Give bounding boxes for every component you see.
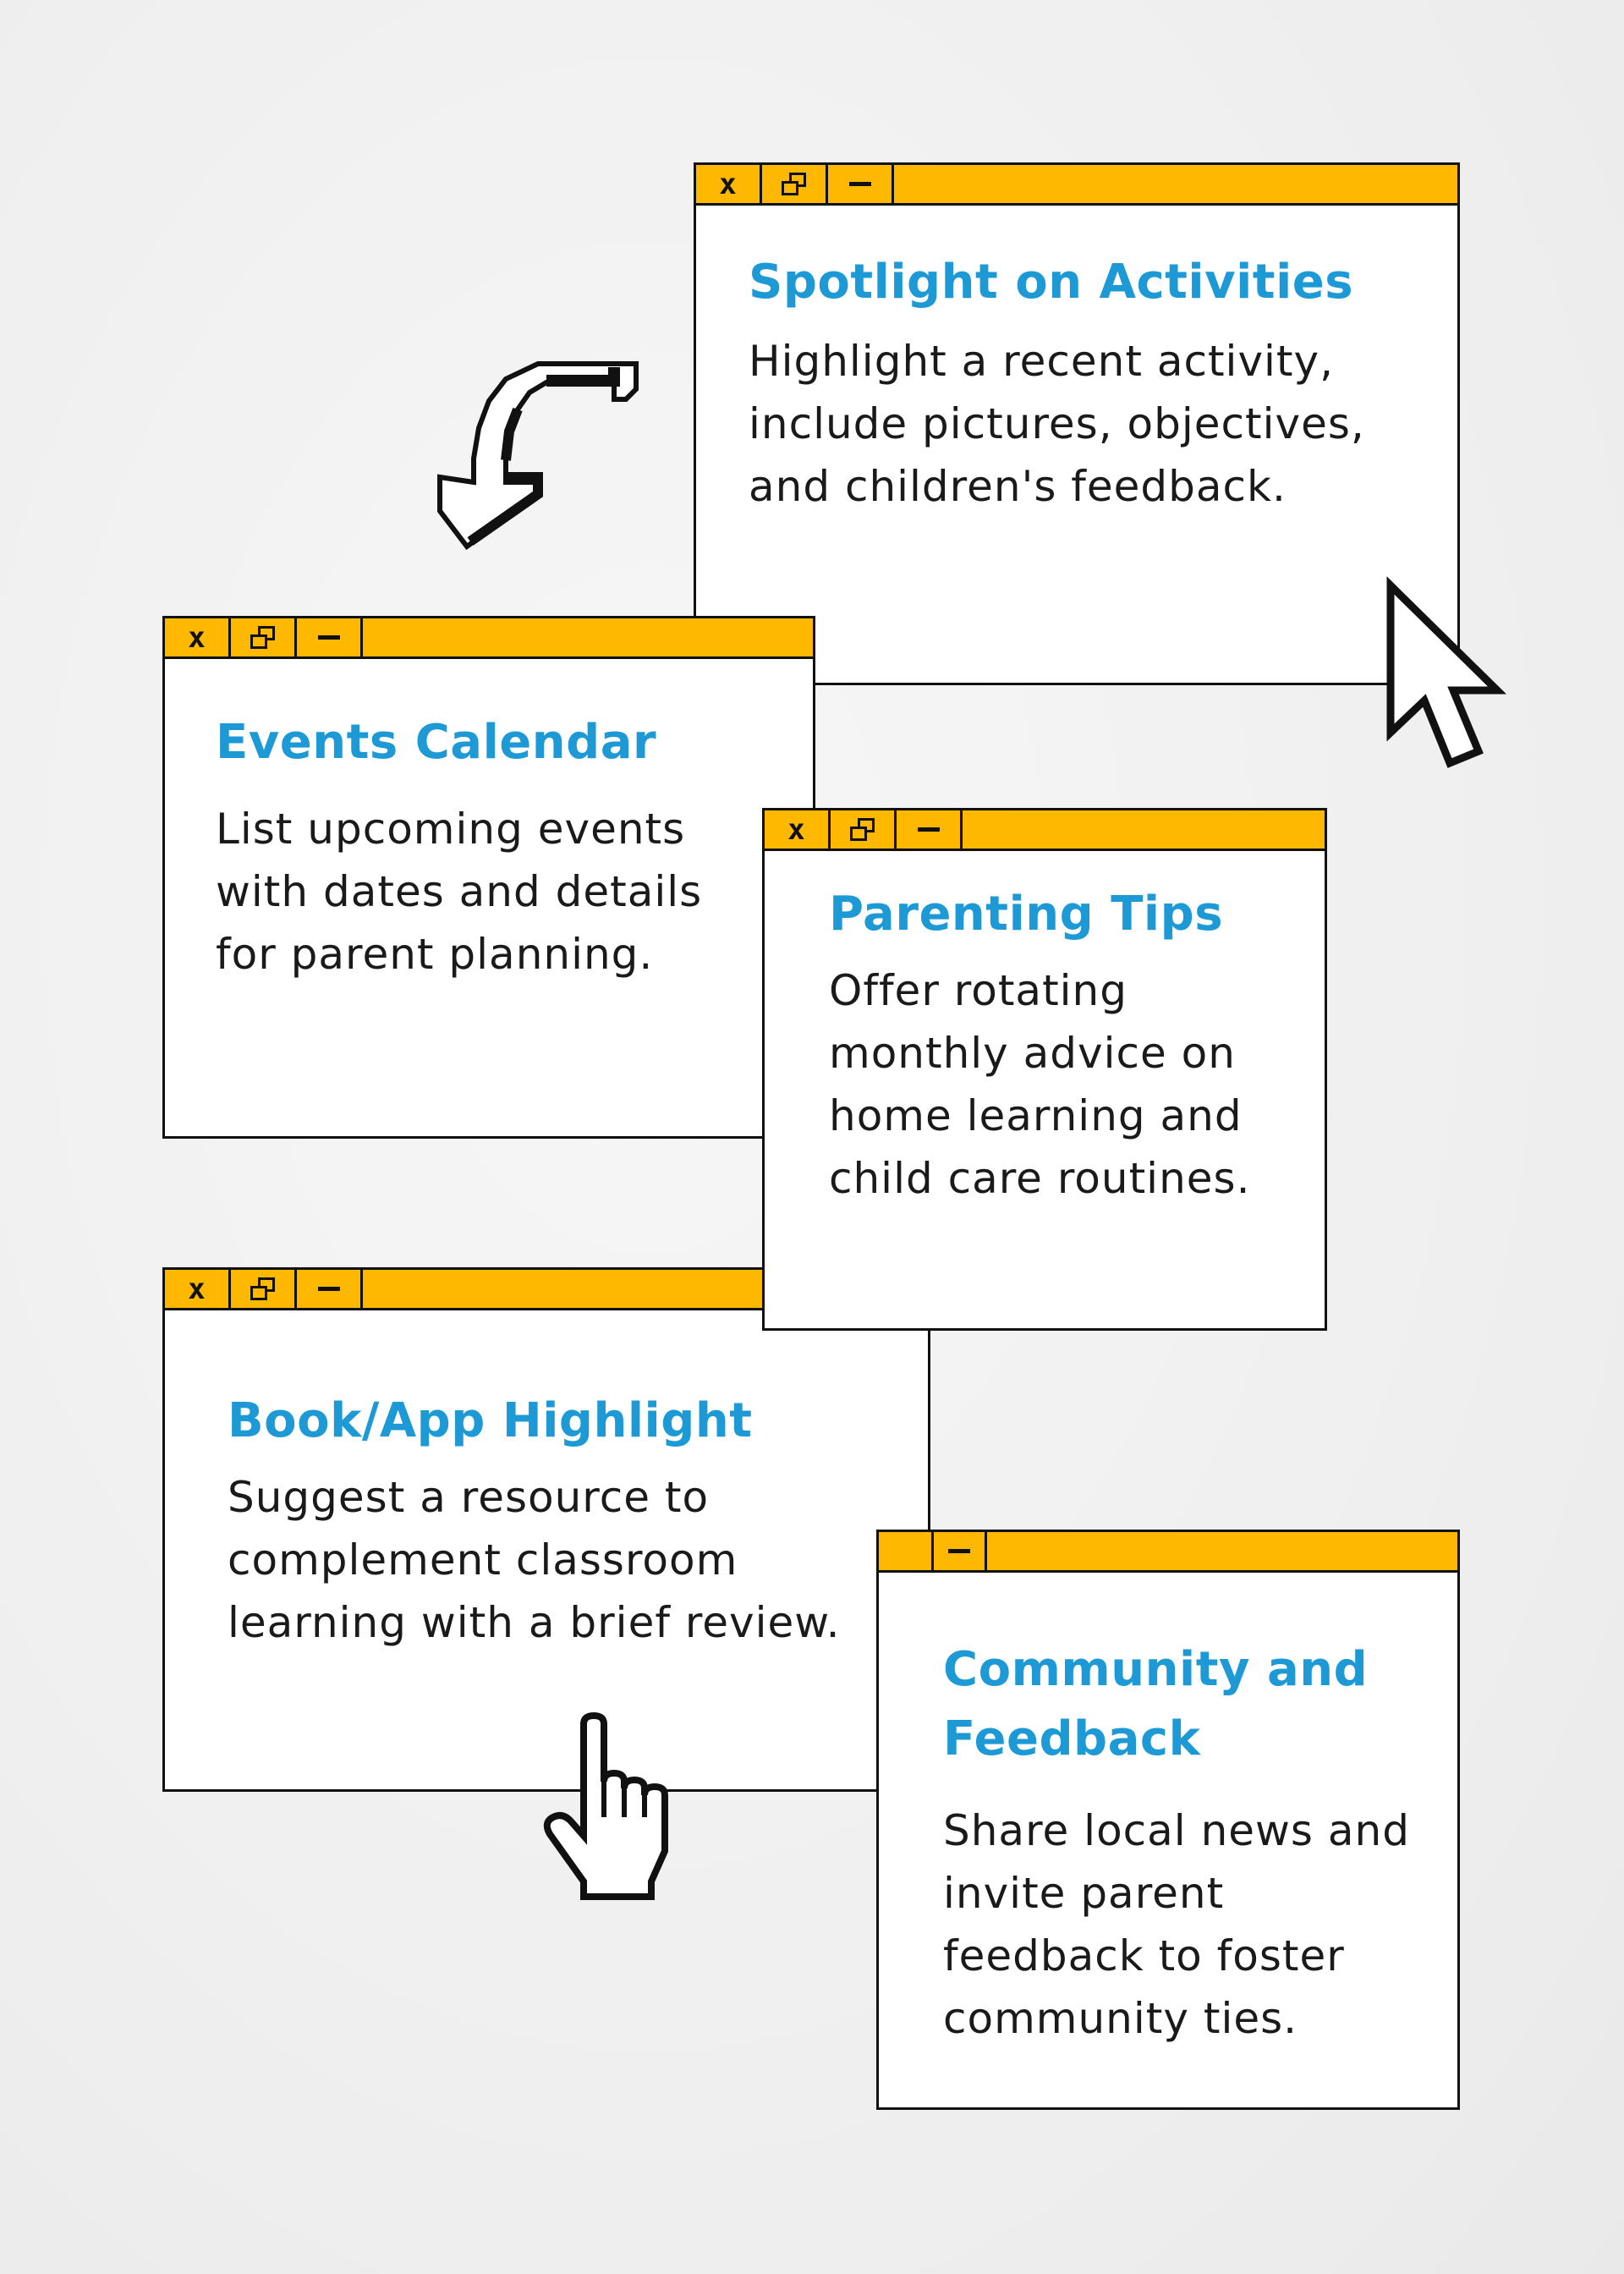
- arrow-cursor-icon: [1387, 582, 1502, 777]
- card-body: List upcoming events with dates and details for parent planning.: [216, 805, 703, 979]
- card-title: Book/App Highlight: [228, 1393, 753, 1448]
- curved-arrow-icon: [445, 359, 643, 552]
- restore-button[interactable]: [831, 810, 897, 849]
- restore-icon: [850, 818, 875, 842]
- card-body: Share local news and invite parent feedback to foster community ties.: [943, 1806, 1410, 2043]
- minimize-button[interactable]: [297, 618, 363, 656]
- title-bar: [696, 165, 1457, 206]
- card-body: Suggest a resource to complement classroom learning with a brief review.: [228, 1473, 841, 1647]
- window-community-feedback: [876, 1530, 1460, 2110]
- card-title: Events Calendar: [216, 715, 657, 770]
- close-icon: x: [787, 812, 805, 847]
- minimize-icon: [318, 1287, 340, 1291]
- card-title: Community and Feedback: [943, 1642, 1369, 1766]
- window-parenting-tips: [762, 808, 1327, 1331]
- restore-button[interactable]: [762, 165, 828, 203]
- title-bar: [765, 810, 1325, 851]
- minimize-button[interactable]: [897, 810, 963, 849]
- window-events-calendar: [162, 616, 815, 1139]
- window-spotlight-activities: [694, 162, 1460, 685]
- card-body: Highlight a recent activity, include pictures, objectives, and children's feedback.: [749, 337, 1365, 511]
- close-button[interactable]: [165, 1270, 231, 1308]
- close-icon: x: [188, 620, 206, 655]
- restore-icon: [250, 626, 276, 650]
- close-button[interactable]: [696, 165, 762, 203]
- minimize-icon: [849, 182, 871, 186]
- card-title: Spotlight on Activities: [749, 255, 1354, 310]
- restore-button[interactable]: [231, 618, 297, 656]
- minimize-icon: [318, 635, 340, 640]
- close-button[interactable]: [165, 618, 231, 656]
- title-bar: [165, 618, 813, 659]
- minimize-icon: [918, 827, 940, 832]
- window-book-app-highlight: [162, 1267, 930, 1792]
- minimize-icon: [948, 1549, 970, 1553]
- minimize-button[interactable]: [297, 1270, 363, 1308]
- card-title: Parenting Tips: [829, 887, 1224, 942]
- restore-icon: [250, 1277, 276, 1301]
- close-icon: x: [188, 1272, 206, 1306]
- restore-icon: [782, 173, 807, 196]
- minimize-button[interactable]: [931, 1532, 987, 1570]
- title-bar: [879, 1532, 1457, 1573]
- close-button[interactable]: [765, 810, 831, 849]
- card-body: Offer rotating monthly advice on home learning and child care routines.: [829, 966, 1251, 1203]
- minimize-button[interactable]: [828, 165, 894, 203]
- hand-cursor-icon: [541, 1716, 690, 1902]
- restore-button[interactable]: [231, 1270, 297, 1308]
- close-icon: x: [719, 167, 737, 201]
